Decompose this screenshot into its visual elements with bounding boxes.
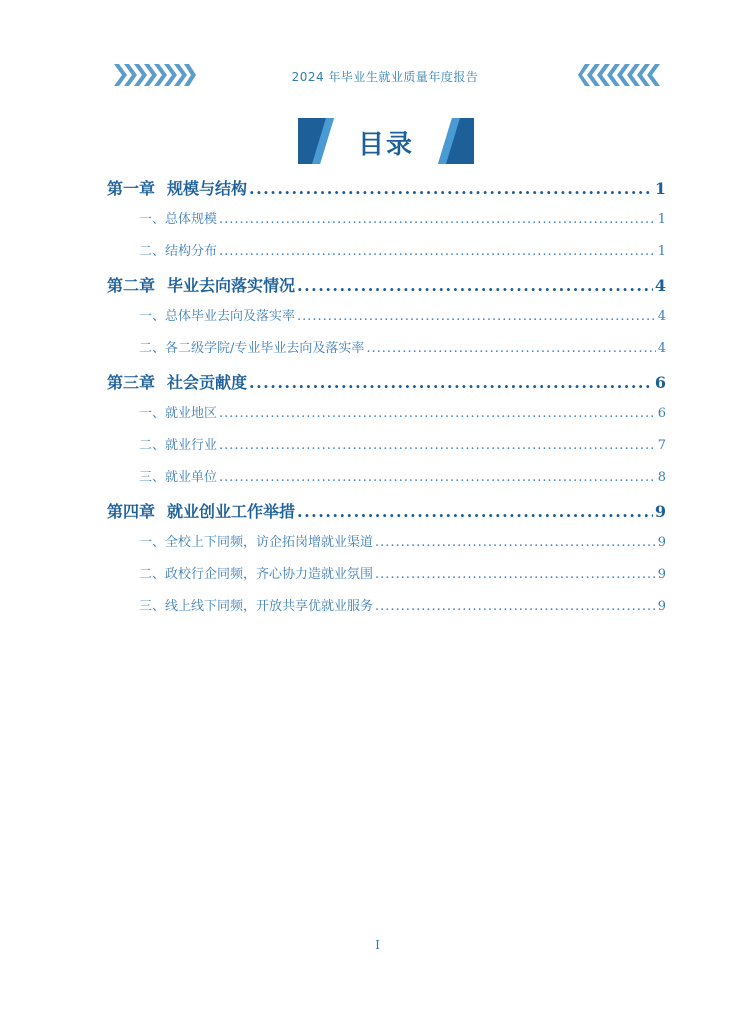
page-number: 1 [654,179,666,198]
chapter-title: 规模与结构 [167,179,248,198]
toc-section[interactable] [107,302,666,334]
toc-section[interactable] [107,592,666,624]
page-number: 1 [657,244,666,259]
chapter-number: 第一章 [107,179,156,198]
toc-section[interactable] [107,463,666,495]
page-number: 4 [657,341,666,356]
toc-section[interactable] [107,399,666,431]
dot-leader [375,567,656,582]
dot-leader [375,599,656,614]
footer-page-number: I [375,938,380,952]
page-number: 6 [657,406,666,421]
dot-leader [219,244,656,259]
toc-section[interactable] [107,205,666,237]
section-title: 二、政校行企同频，齐心协力造就业氛围 [139,567,374,582]
dot-leader [297,309,656,324]
chapter-title: 就业创业工作举措 [167,502,296,521]
section-title: 一、全校上下同频，访企拓岗增就业渠道 [139,535,374,550]
report-header-title: 2024 年毕业生就业质量年度报告 [291,70,479,84]
toc-section[interactable] [107,560,666,592]
chapter-number: 第四章 [107,502,156,521]
page-number: 8 [657,470,666,485]
dot-leader [297,502,653,521]
toc-section[interactable] [107,334,666,366]
heading-right-stripe-icon [436,118,476,164]
page-number: 4 [657,309,666,324]
page-number: 9 [657,535,666,550]
page-number: 7 [657,438,666,453]
table-of-contents [107,172,666,624]
toc-chapter-2[interactable] [107,269,666,302]
section-title: 一、总体毕业去向及落实率 [139,309,296,324]
dot-leader [249,179,653,198]
dot-leader [366,341,655,356]
toc-chapter-3[interactable] [107,366,666,399]
dot-leader [249,373,653,392]
section-title: 三、就业单位 [139,470,218,485]
page-number: 9 [657,567,666,582]
section-title: 二、各二级学院/专业毕业去向及落实率 [139,341,365,356]
dot-leader [219,438,656,453]
toc-heading [296,118,476,164]
chapter-number: 第二章 [107,276,156,295]
dot-leader [297,276,653,295]
toc-section[interactable] [107,431,666,463]
chapter-title: 毕业去向落实情况 [167,276,296,295]
page-number: 4 [654,276,666,295]
dot-leader [219,212,656,227]
page-header [110,62,660,92]
page-number: 9 [657,599,666,614]
dot-leader [375,535,656,550]
toc-title: 目录 [357,130,414,160]
toc-section[interactable] [107,528,666,560]
page-number: 6 [654,373,666,392]
toc-chapter-1[interactable] [107,172,666,205]
chevron-left-decoration-icon [578,64,660,86]
toc-section[interactable] [107,237,666,269]
section-title: 三、线上线下同频，开放共享优就业服务 [139,599,374,614]
page-number: 9 [654,502,666,521]
section-title: 二、结构分布 [139,244,218,259]
toc-chapter-4[interactable] [107,495,666,528]
chapter-number: 第三章 [107,373,156,392]
section-title: 一、就业地区 [139,406,218,421]
dot-leader [219,470,656,485]
page-number: 1 [657,212,666,227]
section-title: 一、总体规模 [139,212,218,227]
dot-leader [219,406,656,421]
chapter-title: 社会贡献度 [167,373,248,392]
section-title: 二、就业行业 [139,438,218,453]
